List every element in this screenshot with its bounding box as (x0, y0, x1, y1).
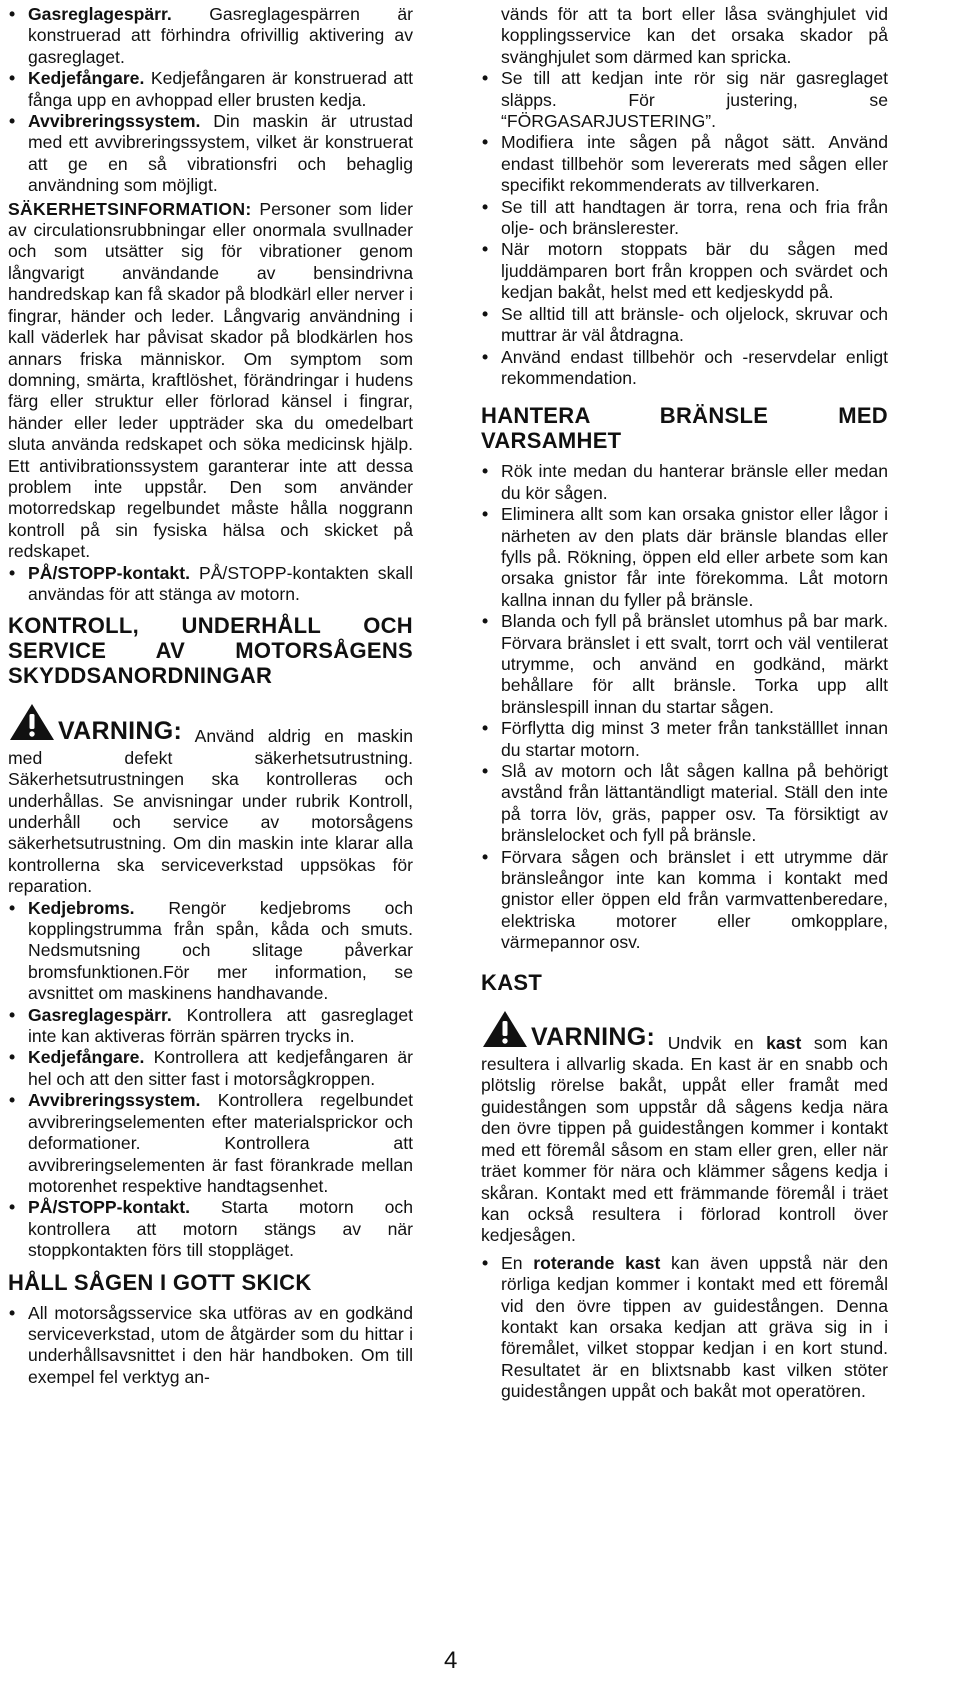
list-item: • Blanda och fyll på bränslet utomhus på bar mark. Förvara bränslet i ett svalt, torrt och väl ventilerat utrymme, och använd en godkänd, märkt behållare för allt bränsle. Torka upp allt bränslespill innan du startar sågen. (481, 611, 888, 718)
warning-triangle-icon (8, 702, 56, 742)
list-item: • Modifiera inte sågen på något sätt. Använd endast tillbehör som levererats med sågen eller specifikt rekommenderats av tillverkaren. (481, 132, 888, 196)
bullet-term: PÅ/STOPP-kontakt. (28, 1197, 190, 1218)
bullet-text: Rengör kedjebroms och kopplingstrumma från spån, kåda och smuts. Nedsmutsning och slitage påverkar bromsfunktionen.För mer information, se avsnittet om maskinens handhavande. (28, 897, 413, 1004)
bullet-text-pre: En (501, 1252, 534, 1273)
condition-list-start (8, 1303, 413, 1389)
bullet-term: roterande kast (533, 1252, 661, 1273)
bullet-text: Din maskin är utrustad med ett avvibreringssystem, vilket är konstruerat att ge en så vibrationsfri och behaglig användning som möjligt. (28, 111, 413, 196)
warning-text-pre: Undvik en (655, 1032, 767, 1053)
kickback-list (481, 1253, 888, 1403)
list-item: • När motorn stoppats bär du sågen med ljuddämparen bort från kroppen och svärdet och kedjan bakåt, helst med ett kedjeskydd på. (481, 239, 888, 303)
bullet-text: Gasreglagespärren är konstruerad att förhindra ofrivillig aktivering av gasreglaget. (28, 4, 413, 67)
list-item: • All motorsågsservice ska utföras av en godkänd serviceverkstad, utom de åtgärder som du hittar i underhållsavsnittet i den här handboken. Om till exempel fel verktyg an- (8, 1303, 413, 1389)
list-item (8, 1090, 413, 1197)
safety-info-text: Personer som lider av circulationsrubbningar eller onormala svullnader och som utsätter sig för vibrationer genom långvarigt användande av bensindrivna handredskap kan få skador på blodkärl eller nerver i fingrar, händer och leder. Långvarig användning i kall väderlek har påvisat skador på blodkärlen hos annars friska människor. Om symptom som domning, smärta, kraftlöshet, förändringar i hudens färg eller struktur eller förlorad känsel i fingrar, händer eller leder uppträder ska du omedelbart sluta använda redskapet och söka medicinsk hjälp. Ett antivibrationssystem garanterar inte att dessa problem inte uppstår. Den som använder motorredskap regelbundet måste hålla noggrann kontroll på sin fysiska hälsa och skicket på redskapet. (8, 198, 413, 562)
bullet-text: Kedjefångaren är konstruerad att fånga upp en avhoppad eller brusten kedja. (28, 68, 413, 110)
section-heading-fuel: HANTERA BRÄNSLE MED VARSAMHET (481, 403, 888, 454)
bullet-text: Kontrollera att kedjefångaren är hel och att den sitter fast i motorsågkroppen. (28, 1047, 413, 1089)
list-item: • Slå av motorn och låt sågen kallna på behörigt avstånd från lättantändligt material. Ställ den inte på torra löv, gräs, papper osv. Ta försiktigt av bränslelocket och fyll på bränsle. (481, 761, 888, 847)
list-item (8, 4, 413, 68)
page-number: 4 (444, 1647, 458, 1674)
bullet-text: Kontrollera att gasreglaget inte kan aktiveras förrän spärren trycks in. (28, 1004, 413, 1047)
bullet-term: Avvibreringssystem. (28, 111, 201, 132)
list-item (481, 1253, 888, 1403)
kickback-warning-paragraph (481, 1009, 888, 1247)
safety-info-paragraph (8, 199, 413, 563)
bullet-term: PÅ/STOPP-kontakt. (28, 562, 190, 583)
bullet-text: Kontrollera regelbundet avvibreringselementen efter materialsprickor och deformationer. Kontrollera att avvibreringselementen är fast förankrade mellan motorenhet respektive handtagsenhet. (28, 1090, 413, 1196)
list-item (8, 898, 413, 1005)
bullet-term: Kedjebroms. (28, 897, 135, 918)
condition-list (481, 68, 888, 389)
warning-text-bold: kast (766, 1032, 802, 1053)
list-item: • Se till att kedjan inte rör sig när gasreglaget släpps. För justering, se “FÖRGASARJUSTERING”. (481, 68, 888, 132)
onoff-list (8, 563, 413, 606)
list-item (8, 1197, 413, 1261)
bullet-term: Gasreglagespärr. (28, 1004, 172, 1025)
bullet-term: Gasreglagespärr. (28, 4, 172, 24)
bullet-text: PÅ/STOPP-kontakten skall användas för att stänga av motorn. (28, 562, 413, 604)
list-item: • Använd endast tillbehör och -reservdelar enligt rekommendation. (481, 347, 888, 390)
list-item: • Förvara sågen och bränslet i ett utrymme där bränsleångor inte kan komma i kontakt med gnistor eller öppen eld från varmvattenberedare, elektriska motorer eller omkopplare, värmepannor osv. (481, 847, 888, 954)
list-item (8, 1005, 413, 1048)
right-column (481, 4, 888, 1403)
bullet-term: Kedjefångare. (28, 1047, 145, 1068)
left-column (8, 4, 413, 1388)
bullet-text-post: kan även uppstå när den rörliga kedjan kommer i kontakt med ett föremål vid den övre tippen av guidestången. Denna kontakt kan orsaka kedjan att gräva sig in i föremålet, vilket stoppar kedjan i en kort stund. Resultatet är en blixtsnabb kast vilken stöter guidestången uppåt och bakåt mot operatören. (501, 1252, 888, 1402)
list-item (8, 563, 413, 606)
bullet-term: Kedjefångare. (28, 68, 145, 89)
warning-triangle-icon (481, 1009, 529, 1049)
bullet-text: Starta motorn och kontrollera att motorn stängs av när stoppkontakten förs till stoppläget. (28, 1197, 413, 1261)
warning-head (481, 1009, 656, 1052)
list-item: • Rök inte medan du hanterar bränsle eller medan du kör sågen. (481, 461, 888, 504)
bullet-term: Avvibreringssystem. (28, 1090, 201, 1111)
list-item: • Eliminera allt som kan orsaka gnistor eller lågor i närheten av den plats där bränsle blandas eller fylls på. Rökning, öppen eld eller arbete som kan orsaka gnistor får inte förekomma. Låt motorn kallna innan du fyller på bränsle. (481, 504, 888, 611)
fuel-list (481, 461, 888, 953)
warning-text: Använd aldrig en maskin med defekt säkerhetsutrustning. Säkerhetsutrustningen ska kontrolleras och underhållas. Se anvisningar under rubrik Kontroll, underhåll och service av motorsågens säkerhetsutrustning. Om din maskin inte klarar alla kontrollerna ska serviceverkstad uppsökas för reparation. (8, 726, 413, 897)
list-item (8, 68, 413, 111)
safety-info-heading: SÄKERHETSINFORMATION: (8, 198, 252, 219)
list-item: • Se alltid till att bränsle- och oljelock, skruvar och muttrar är väl åtdragna. (481, 304, 888, 347)
section-heading-condition: HÅLL SÅGEN I GOTT SKICK (8, 1269, 312, 1295)
warning-head (8, 702, 183, 745)
antivibration-features-list (8, 4, 413, 197)
warning-title: VARNING: (531, 1023, 656, 1052)
warning-text-post: som kan resultera i allvarlig skada. En kast är en snabb och plötslig rörelse bakåt, uppåt eller framåt med guidestången som uppstår då sågens kedja nära den övre tippen på guidestången kommer i kontakt med ett föremål såsom en stam eller gren, eller när träet kommer för nära och klämmer sågens kedja i skåran. Kontakt med ett främmande föremål i träet kan också resultera i förlorad kontroll över kedjesågen. (481, 1032, 888, 1246)
warning-paragraph (8, 702, 413, 897)
list-item: • Förflytta dig minst 3 meter från tankställlet innan du startar motorn. (481, 718, 888, 761)
section-heading-control: KONTROLL, UNDERHÅLL OCH SERVICE AV MOTORSÅGENS SKYDDSANORDNINGAR (8, 613, 413, 689)
continued-text: vänds för att ta bort eller låsa svänghjulet vid kopplingsservice kan det orsaka skador på svänghjulet som därmed kan spricka. (501, 4, 888, 67)
list-item (8, 111, 413, 197)
control-list (8, 898, 413, 1262)
list-item (8, 1047, 413, 1090)
list-item: • Se till att handtagen är torra, rena och fria från olje- och bränslerester. (481, 197, 888, 240)
section-heading-kickback: KAST (481, 969, 543, 995)
warning-title: VARNING: (58, 716, 183, 745)
